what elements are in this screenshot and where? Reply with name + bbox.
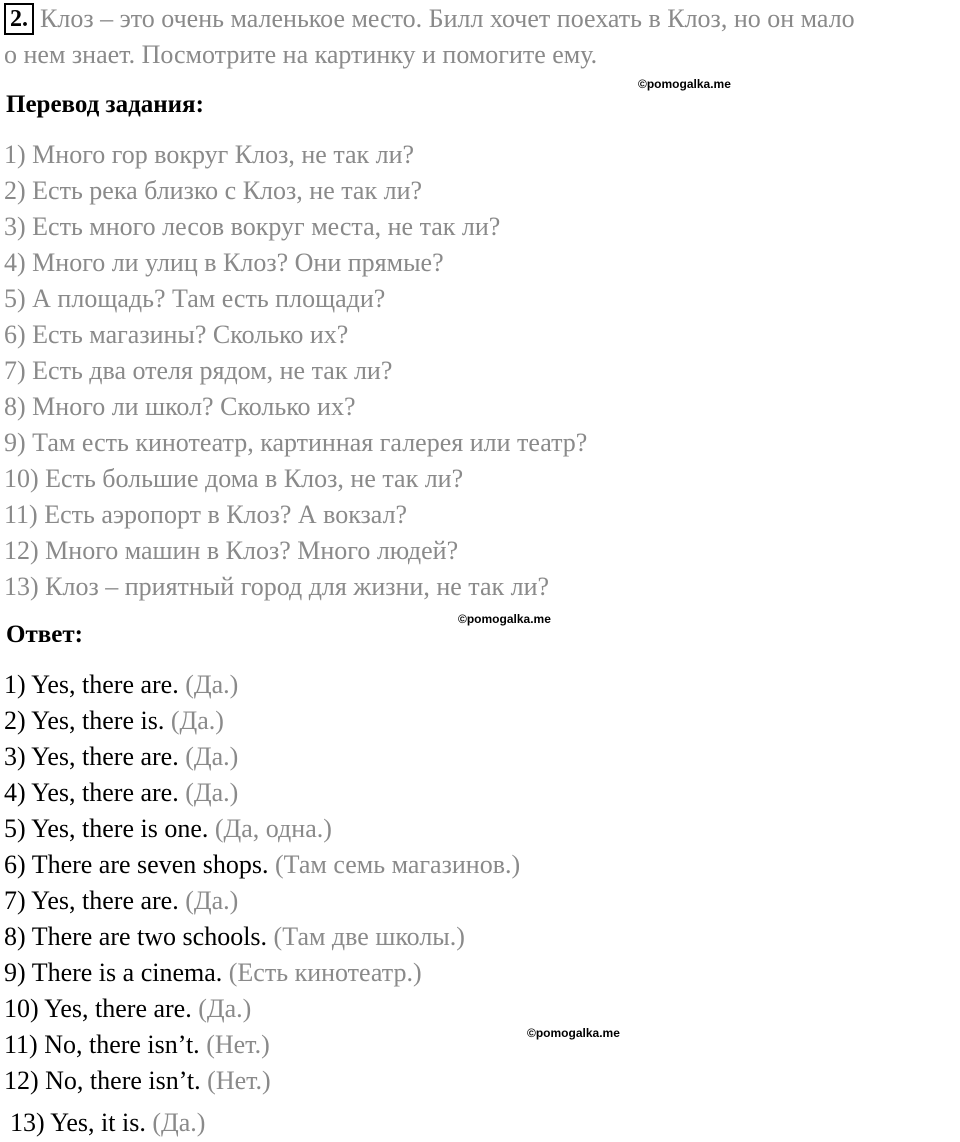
translation-item: 9) Там есть кинотеатр, картинная галерея или театр? xyxy=(4,428,588,457)
task-text-1: Клоз – это очень маленькое место. Билл хочет поехать в Клоз, но он мало xyxy=(40,4,855,33)
answer-ru: (Да.) xyxy=(185,742,239,771)
answer-item xyxy=(4,740,238,774)
translation-item: 4) Много ли улиц в Клоз? Они прямые? xyxy=(4,248,444,277)
watermark: ©pomogalka.me xyxy=(527,1026,620,1040)
translation-item: 7) Есть два отеля рядом, не так ли? xyxy=(4,356,393,385)
answer-ru: (Да.) xyxy=(185,670,239,699)
answer-ru: (Есть кинотеатр.) xyxy=(228,958,422,987)
translation-heading: Перевод задания: xyxy=(6,91,204,118)
answer-item xyxy=(4,704,224,738)
translation-item: 3) Есть много лесов вокруг места, не так ли? xyxy=(4,212,501,241)
task-line-2: о нем знает. Посмотрите на картинку и помогите ему. xyxy=(4,40,598,69)
answer-en: 1) Yes, there are. xyxy=(4,670,179,699)
answer-ru: (Да.) xyxy=(170,706,224,735)
translation-item: 2) Есть река близко с Клоз, не так ли? xyxy=(4,176,423,205)
translation-item: 1) Много гор вокруг Клоз, не так ли? xyxy=(4,140,415,169)
answer-en: 9) There is a cinema. xyxy=(4,958,223,987)
answer-item xyxy=(4,956,422,990)
answer-ru: (Да.) xyxy=(185,778,239,807)
answer-en: 5) Yes, there is one. xyxy=(4,814,209,843)
answer-en: 4) Yes, there are. xyxy=(4,778,179,807)
answer-en: 11) No, there isn’t. xyxy=(4,1030,200,1059)
answer-item xyxy=(4,668,238,702)
translation-item: 8) Много ли школ? Сколько их? xyxy=(4,392,356,421)
answer-item xyxy=(10,1106,205,1140)
translation-item: 10) Есть большие дома в Клоз, не так ли? xyxy=(4,464,464,493)
task-number-box: 2. xyxy=(4,3,34,35)
answer-item xyxy=(4,1028,270,1062)
translation-item: 5) А площадь? Там есть площади? xyxy=(4,284,386,313)
answer-item xyxy=(4,992,251,1026)
answer-item xyxy=(4,812,332,846)
translation-item: 12) Много машин в Клоз? Много людей? xyxy=(4,536,459,565)
watermark: ©pomogalka.me xyxy=(638,77,731,91)
answer-item xyxy=(4,776,238,810)
translation-item: 6) Есть магазины? Сколько их? xyxy=(4,320,349,349)
answer-ru: (Да.) xyxy=(152,1108,206,1137)
answer-item xyxy=(4,848,520,882)
answer-en: 3) Yes, there are. xyxy=(4,742,179,771)
watermark: ©pomogalka.me xyxy=(458,612,551,626)
answer-item xyxy=(4,920,465,954)
answer-ru: (Там семь магазинов.) xyxy=(274,850,521,879)
translation-item: 11) Есть аэропорт в Клоз? А вокзал? xyxy=(4,500,408,529)
answer-en: 7) Yes, there are. xyxy=(4,886,179,915)
translation-item: 13) Клоз – приятный город для жизни, не так ли? xyxy=(4,572,550,601)
answer-en: 8) There are two schools. xyxy=(4,922,268,951)
answer-item xyxy=(4,1064,271,1098)
answer-heading: Ответ: xyxy=(6,621,83,648)
task-line-1 xyxy=(4,2,855,36)
answer-en: 13) Yes, it is. xyxy=(10,1108,146,1137)
answer-ru: (Нет.) xyxy=(207,1066,271,1095)
answer-ru: (Нет.) xyxy=(206,1030,270,1059)
answer-en: 6) There are seven shops. xyxy=(4,850,269,879)
answer-item xyxy=(4,884,238,918)
answer-en: 2) Yes, there is. xyxy=(4,706,165,735)
answer-en: 10) Yes, there are. xyxy=(4,994,192,1023)
answer-ru: (Да.) xyxy=(185,886,239,915)
answer-ru: (Да.) xyxy=(198,994,252,1023)
answer-ru: (Да, одна.) xyxy=(214,814,332,843)
answer-ru: (Там две школы.) xyxy=(273,922,465,951)
answer-en: 12) No, there isn’t. xyxy=(4,1066,201,1095)
